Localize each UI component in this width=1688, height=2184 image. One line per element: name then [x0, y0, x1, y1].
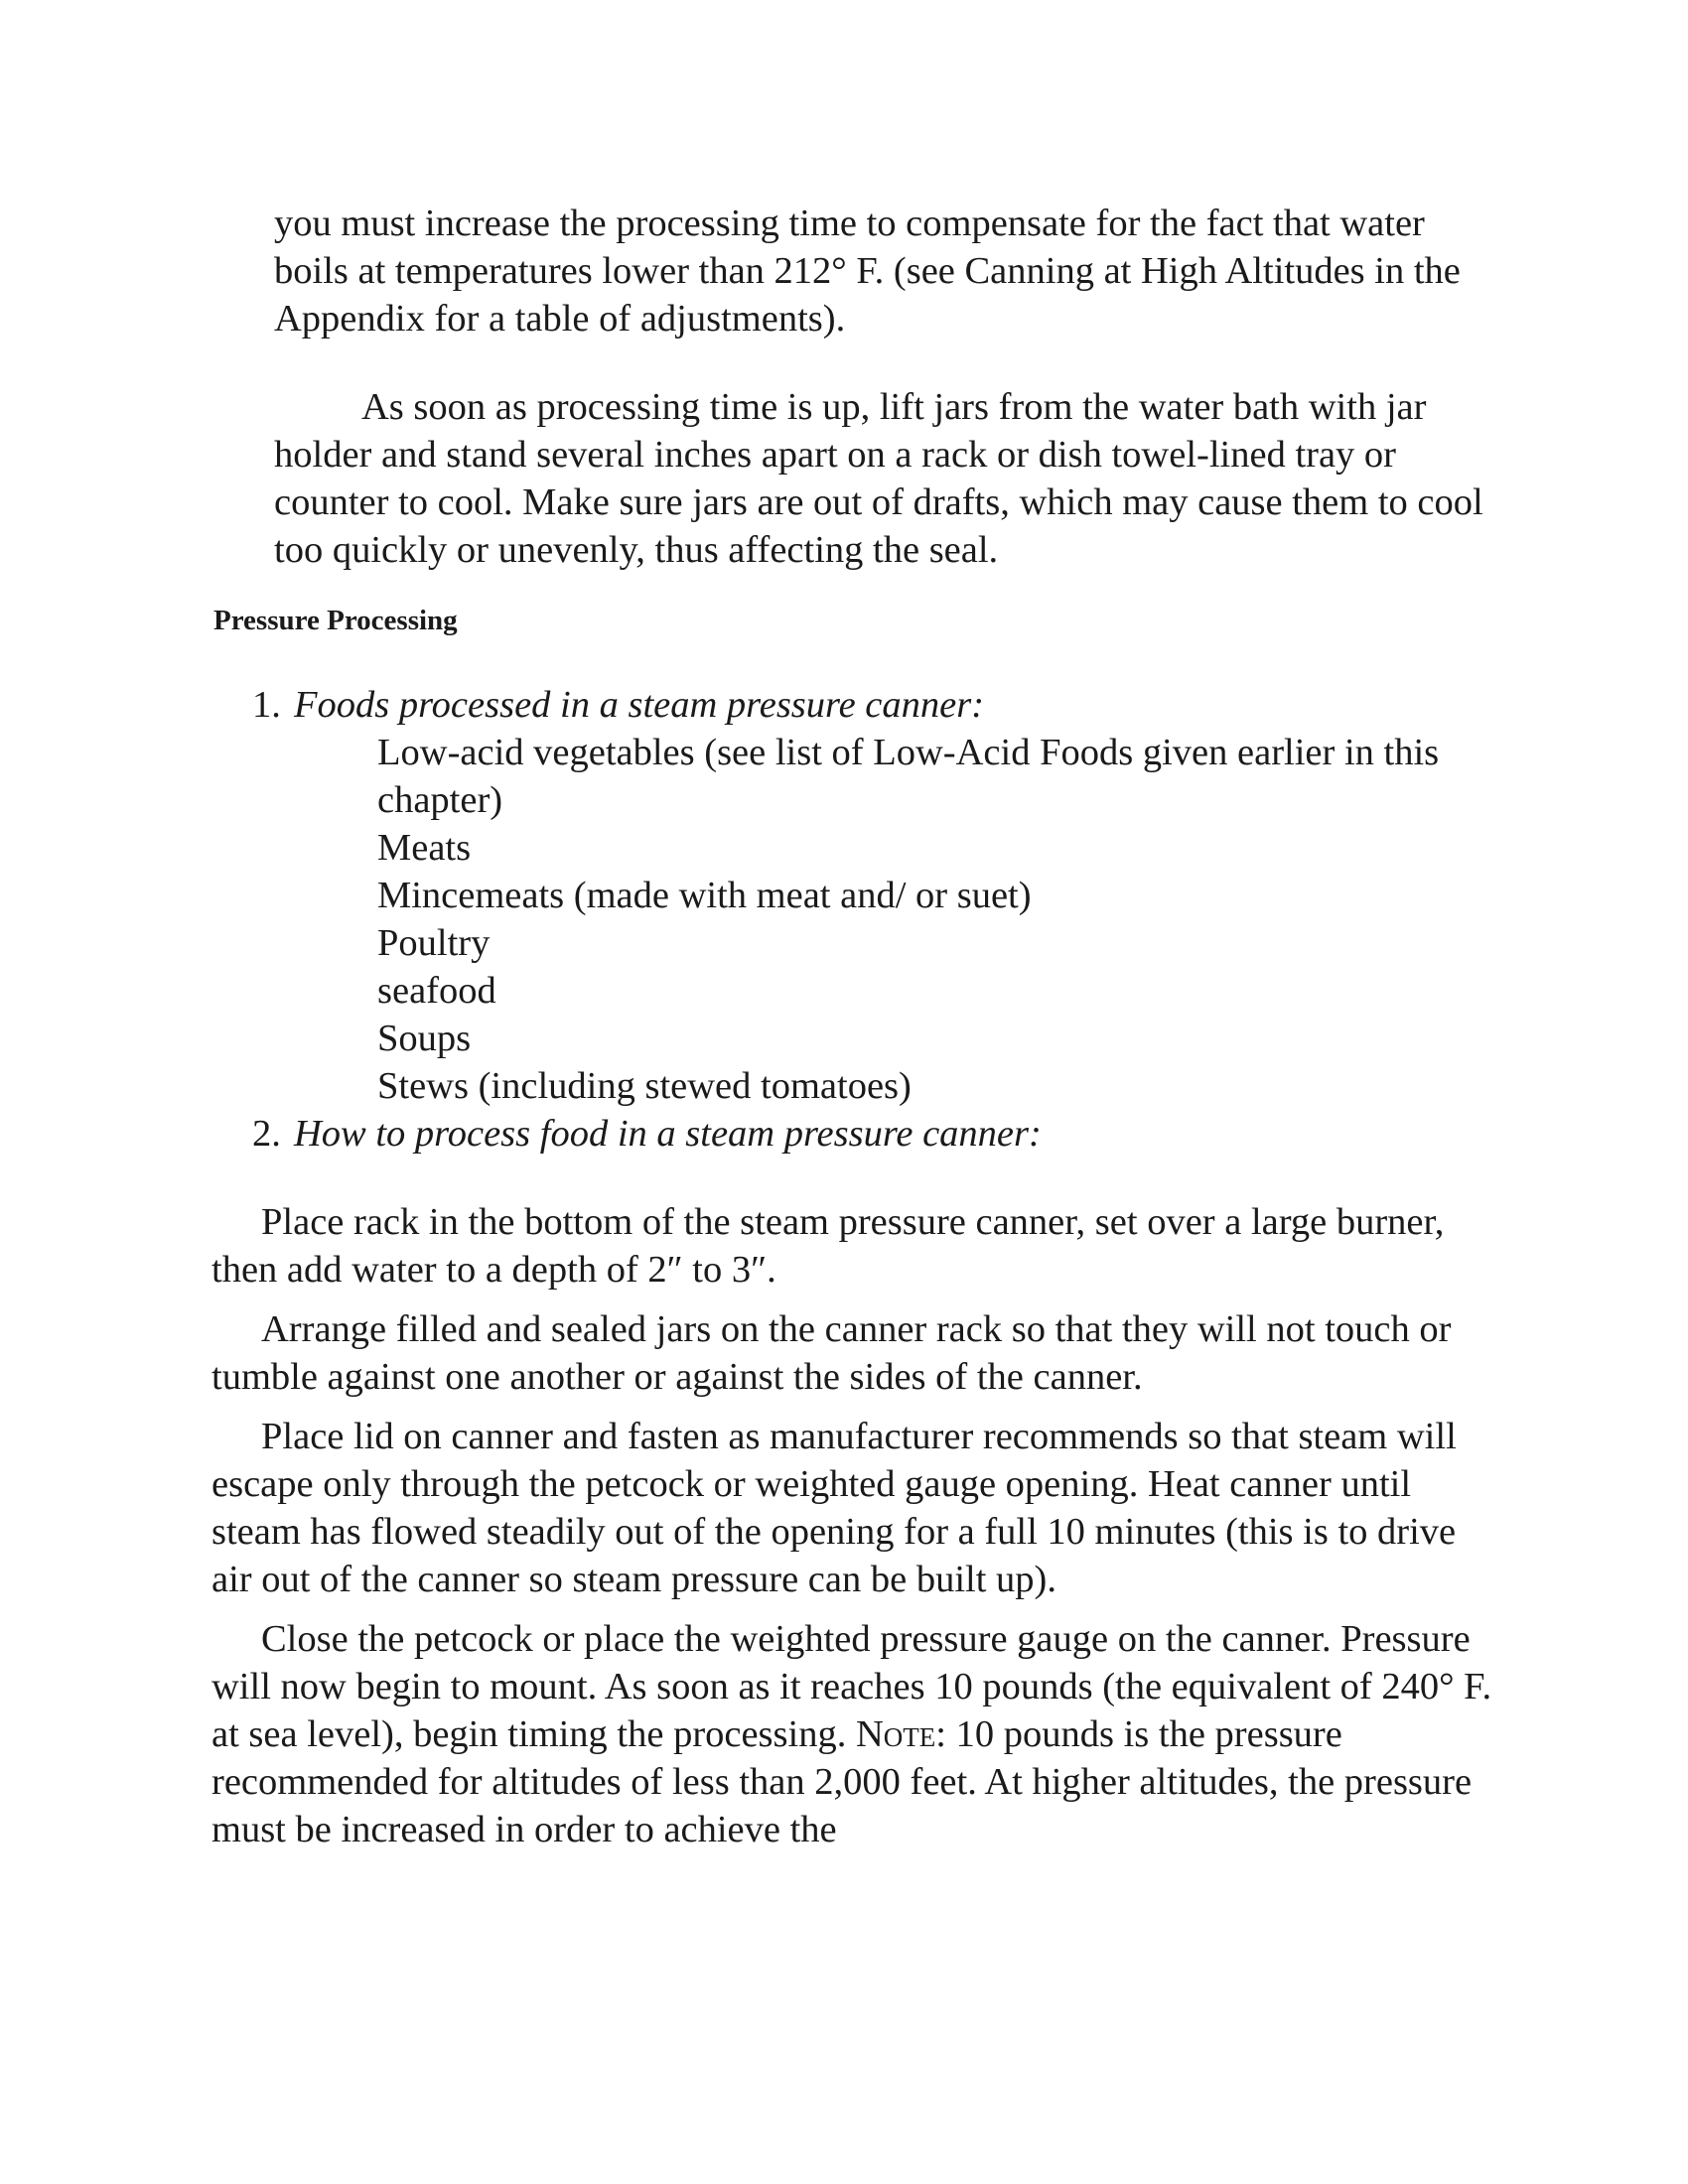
food-item: Mincemeats (made with meat and/ or suet): [377, 875, 1032, 916]
food-item: seafood: [377, 970, 496, 1012]
food-list: [377, 729, 1523, 1110]
paragraph-text: Close the petcock or place the weighted pressure gauge on the canner. Pressure will now begin to mount. As soon as it reaches 10 pounds (the equivalent of 240° F. at sea level), begin timing the processing.: [211, 1618, 1492, 1755]
body-paragraph-pressure: [211, 1615, 1492, 1853]
list-label: Foods processed in a steam pressure canner:: [294, 684, 985, 726]
section-heading: Pressure Processing: [213, 605, 458, 636]
body-paragraph: Arrange filled and sealed jars on the canner rack so that they will not touch or tumble against one another or against the sides of the canner.: [211, 1308, 1452, 1398]
food-item: Meats: [377, 827, 472, 869]
intro-paragraph-continued: you must increase the processing time to compensate for the fact that water boils at temperatures lower than 212° F. (see Canning at High Altitudes in the Appendix for a table of adjustments).: [274, 203, 1461, 340]
list-label: How to process food in a steam pressure canner:: [294, 1113, 1042, 1155]
body-paragraph: Place rack in the bottom of the steam pressure canner, set over a large burner, then add water to a depth of 2″ to 3″.: [211, 1201, 1445, 1291]
instructions-body: [211, 1198, 1492, 1865]
intro-paragraph-cooling: As soon as processing time is up, lift jars from the water bath with jar holder and stand several inches apart on a rack or dish towel-lined tray or counter to cool. Make sure jars are out of drafts, which may cause them to cool too quickly or unevenly, thus affecting the seal.: [274, 386, 1483, 571]
food-item: Poultry: [377, 922, 491, 964]
paragraph-text: : 10 pounds is the pressure recommended for altitudes of less than 2,000 feet. At higher altitudes, the pressure must be increased in order to achieve the: [211, 1713, 1473, 1850]
note-label: Note: [855, 1713, 936, 1755]
list-number: 2.: [252, 1113, 281, 1155]
food-item: Stews (including stewed tomatoes): [377, 1065, 912, 1107]
numbered-list: [252, 681, 1523, 1158]
food-item: Low-acid vegetables (see list of Low-Acid Foods given earlier in this chapter): [377, 732, 1440, 821]
list-number: 1.: [252, 684, 281, 726]
food-item: Soups: [377, 1018, 472, 1059]
body-paragraph: Place lid on canner and fasten as manufacturer recommends so that steam will escape only through the petcock or weighted gauge opening. Heat canner until steam has flowed steadily out of the opening for a full 10 minutes (this is to drive air out of the canner so steam pressure can be built up).: [211, 1416, 1457, 1600]
list-item-how-to: [252, 1110, 1523, 1158]
list-item-foods: [252, 681, 1523, 1110]
